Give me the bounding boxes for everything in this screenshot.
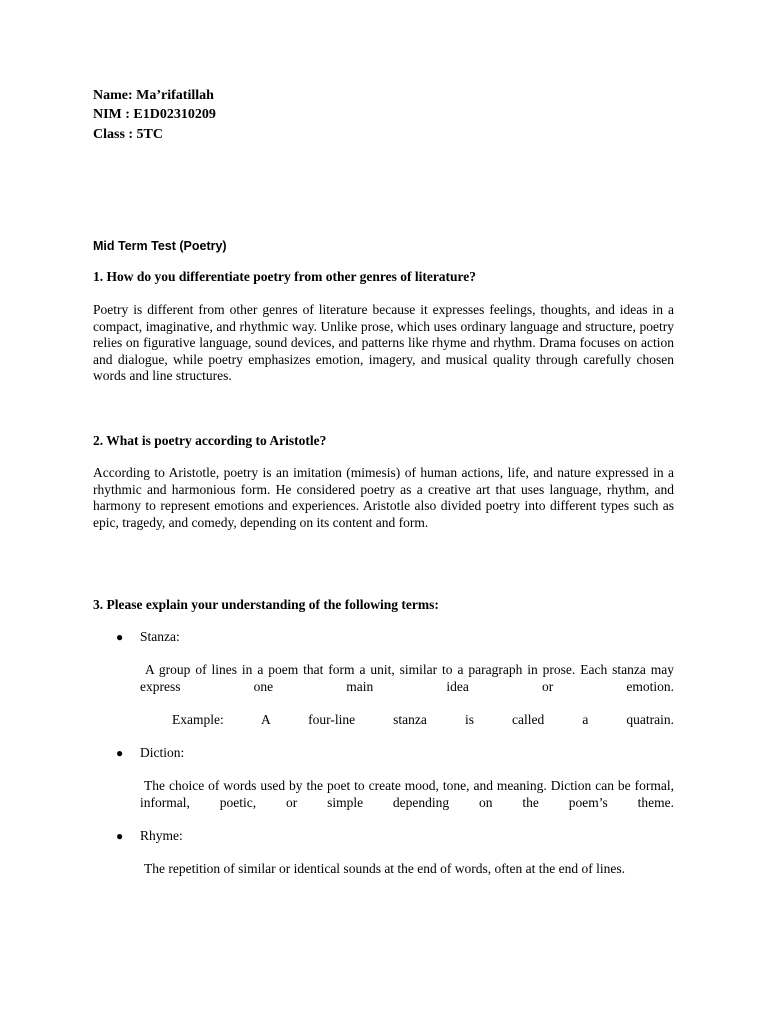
question-2: 2. What is poetry according to Aristotle?: [93, 433, 327, 448]
answer-2: According to Aristotle, poetry is an imitation (mimesis) of human actions, life, and nature expressed in a rhythmic and harmonious form. He considered poetry as a creative art that uses language, rhythm, and harmony to represent emotions and experiences. Aristotle also divided poetry into different types such as epic, tragedy, and comedy, depending on its content and form.: [93, 465, 674, 530]
student-class: Class : 5TC: [93, 127, 164, 142]
bullet-icon: ●: [116, 630, 124, 644]
bullet-icon: ●: [116, 746, 124, 760]
question-3: 3. Please explain your understanding of the following terms:: [93, 597, 439, 612]
question-1: 1. How do you differentiate poetry from other genres of literature?: [93, 269, 477, 284]
term-diction: Diction:: [140, 745, 185, 760]
definition-rhyme: The repetition of similar or identical sounds at the end of words, often at the end of lines.: [144, 861, 625, 876]
answer-1: Poetry is different from other genres of literature because it expresses feelings, thoughts, and ideas in a compact, imaginative, and rhythmic way. Unlike prose, which uses ordinary language and structure, poetry relies on figurative language, sound devices, and patterns like rhyme and rhythm. Drama focuses on action and dialogue, while poetry emphasizes emotion, imagery, and musical quality through carefully chosen words and line structures.: [93, 302, 674, 383]
term-stanza: Stanza:: [140, 629, 180, 644]
test-title: Mid Term Test (Poetry): [93, 239, 227, 253]
term-rhyme: Rhyme:: [140, 828, 183, 843]
student-name: Name: Ma’rifatillah: [93, 88, 214, 103]
definition-stanza: A group of lines in a poem that form a unit, similar to a paragraph in prose. Each stanza may express one main idea or emotion.: [140, 662, 674, 694]
student-nim: NIM : E1D02310209: [93, 107, 216, 122]
bullet-icon: ●: [116, 829, 124, 843]
example-stanza: Example: A four-line stanza is called a quatrain.: [172, 712, 674, 727]
definition-diction: The choice of words used by the poet to create mood, tone, and meaning. Diction can be formal, informal, poetic, or simple depending on the poem’s theme.: [140, 778, 674, 810]
